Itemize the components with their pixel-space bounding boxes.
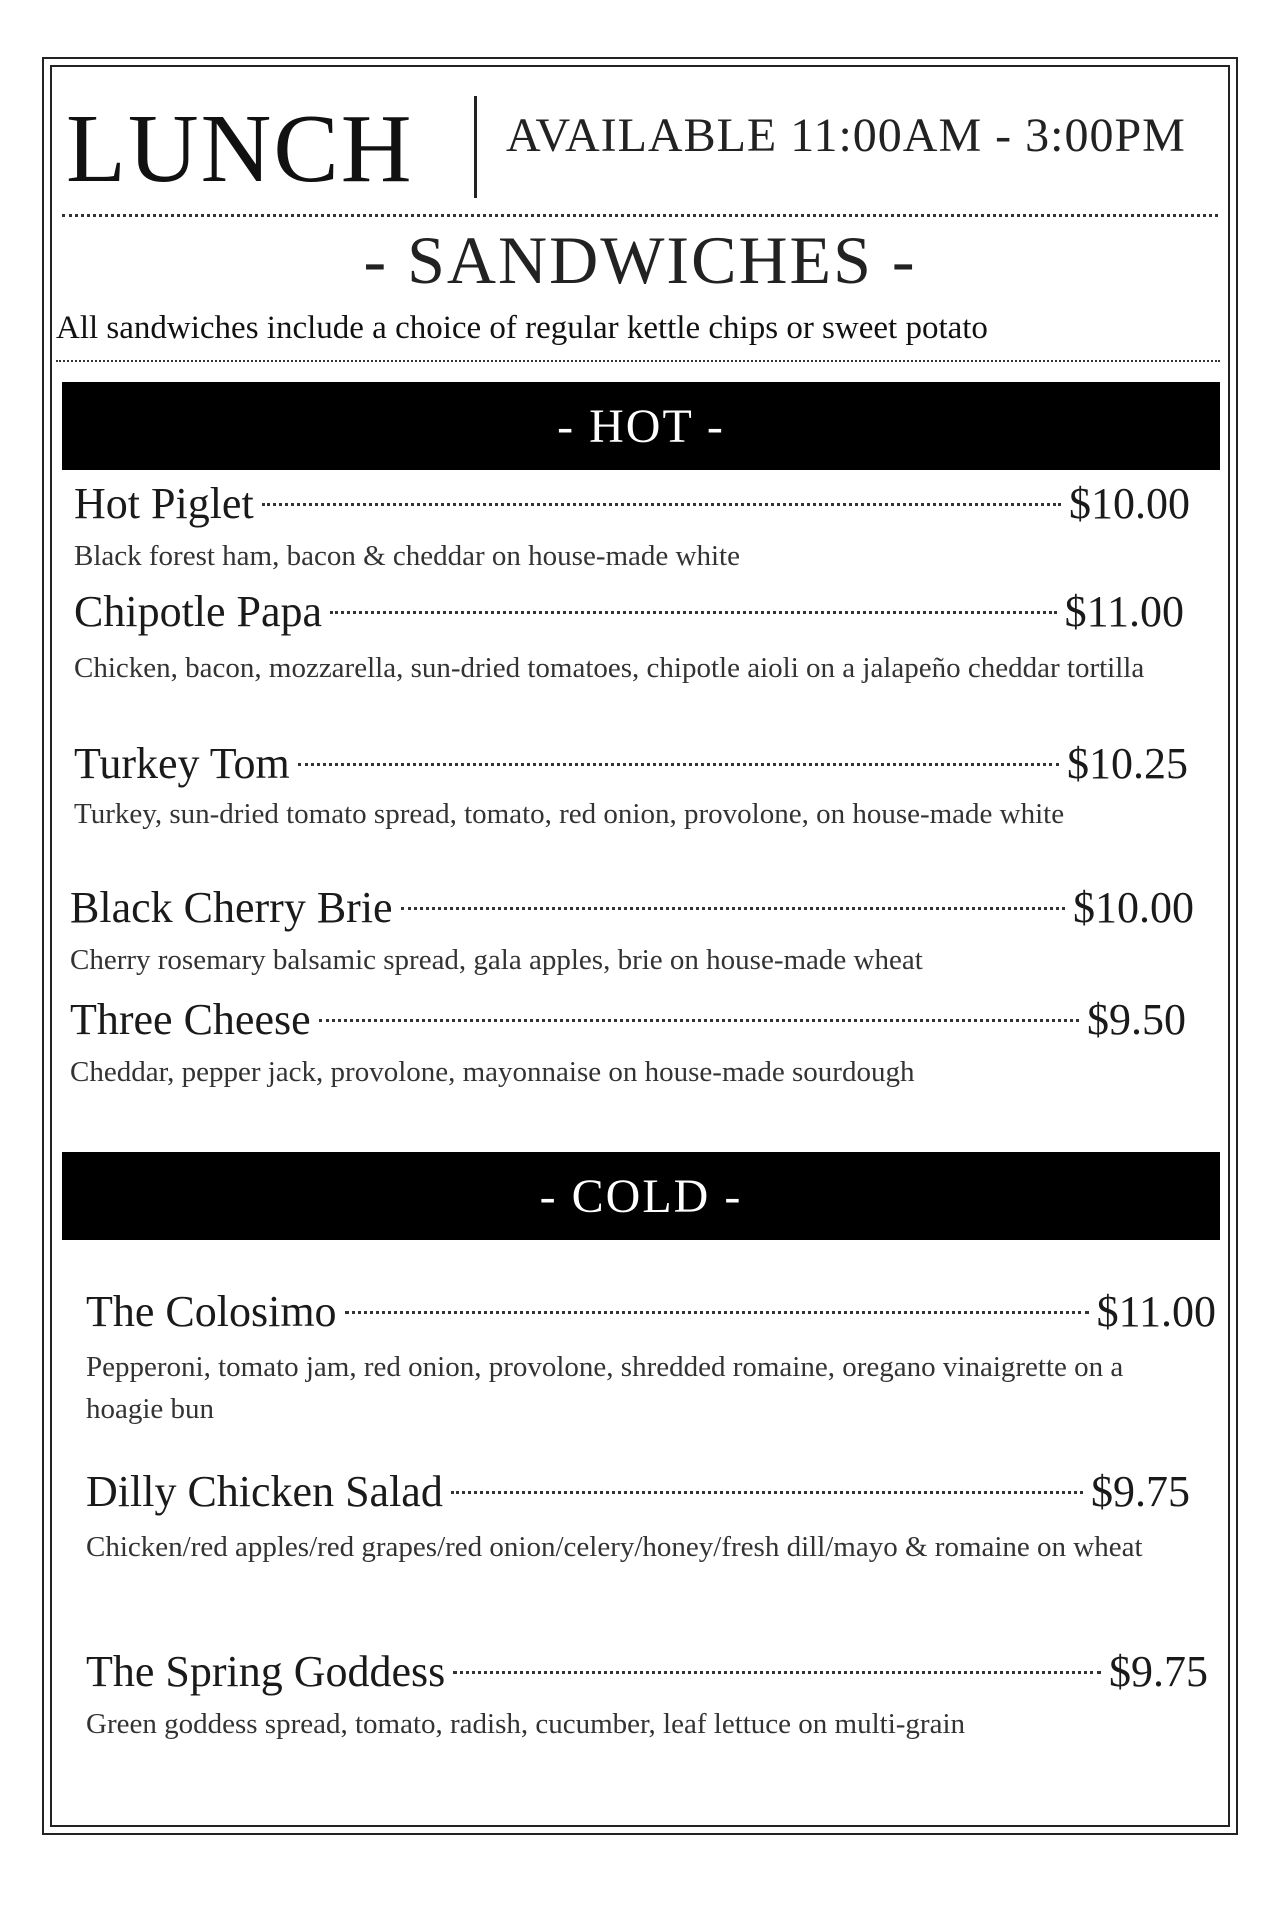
item-price: $10.00: [1069, 479, 1190, 528]
dotted-leader: [453, 1671, 1101, 1674]
item-name: Hot Piglet: [74, 479, 254, 528]
item-description: Cherry rosemary balsamic spread, gala apples, brie on house-made wheat: [70, 944, 923, 976]
item-description: Black forest ham, bacon & cheddar on house-made white: [74, 540, 740, 572]
item-price: $9.50: [1087, 995, 1186, 1044]
section-note: All sandwiches include a choice of regular kettle chips or sweet potato: [56, 310, 988, 346]
item-name: Chipotle Papa: [74, 587, 323, 636]
section-dotted-rule: [56, 360, 1220, 362]
item-price: $9.75: [1091, 1467, 1190, 1516]
cold-band: [62, 1152, 1220, 1240]
item-description: Chicken/red apples/red grapes/red onion/celery/honey/fresh dill/mayo & romaine on wheat: [86, 1531, 1143, 1563]
menu-title: LUNCH: [66, 95, 414, 203]
item-price: $9.75: [1109, 1647, 1208, 1696]
availability-hours: AVAILABLE 11:00AM - 3:00PM: [506, 109, 1186, 162]
item-name: Dilly Chicken Salad: [86, 1467, 443, 1516]
cold-band-label: - COLD -: [539, 1169, 743, 1223]
item-description: Green goddess spread, tomato, radish, cucumber, leaf lettuce on multi-grain: [86, 1708, 966, 1740]
item-description: Turkey, sun-dried tomato spread, tomato, red onion, provolone, on house-made white: [74, 798, 1065, 830]
item-name: Turkey Tom: [74, 739, 290, 788]
dotted-leader: [345, 1311, 1089, 1314]
item-price: $10.00: [1073, 883, 1194, 932]
item-price: $11.00: [1064, 587, 1184, 636]
item-name: Black Cherry Brie: [70, 883, 393, 932]
section-title: - SANDWICHES -: [363, 222, 917, 298]
dotted-leader: [262, 503, 1061, 506]
hot-band: [62, 382, 1220, 470]
item-name: The Colosimo: [86, 1287, 337, 1336]
header-dotted-rule: [62, 214, 1218, 217]
item-description: Chicken, bacon, mozzarella, sun-dried tomatoes, chipotle aioli on a jalapeño cheddar tortilla: [74, 652, 1145, 684]
dotted-leader: [298, 763, 1059, 766]
item-description: Cheddar, pepper jack, provolone, mayonnaise on house-made sourdough: [70, 1056, 915, 1088]
dotted-leader: [319, 1019, 1079, 1022]
dotted-leader: [401, 907, 1065, 910]
item-price: $11.00: [1096, 1287, 1216, 1336]
hot-band-label: - HOT -: [557, 399, 725, 453]
dotted-leader: [451, 1491, 1083, 1494]
item-name: The Spring Goddess: [86, 1647, 446, 1696]
title-divider: [474, 96, 477, 198]
item-description: Pepperoni, tomato jam, red onion, provolone, shredded romaine, oregano vinaigrette on a hoagie bun: [86, 1351, 1124, 1426]
dotted-leader: [330, 611, 1057, 614]
item-name: Three Cheese: [70, 995, 311, 1044]
item-price: $10.25: [1067, 739, 1188, 788]
